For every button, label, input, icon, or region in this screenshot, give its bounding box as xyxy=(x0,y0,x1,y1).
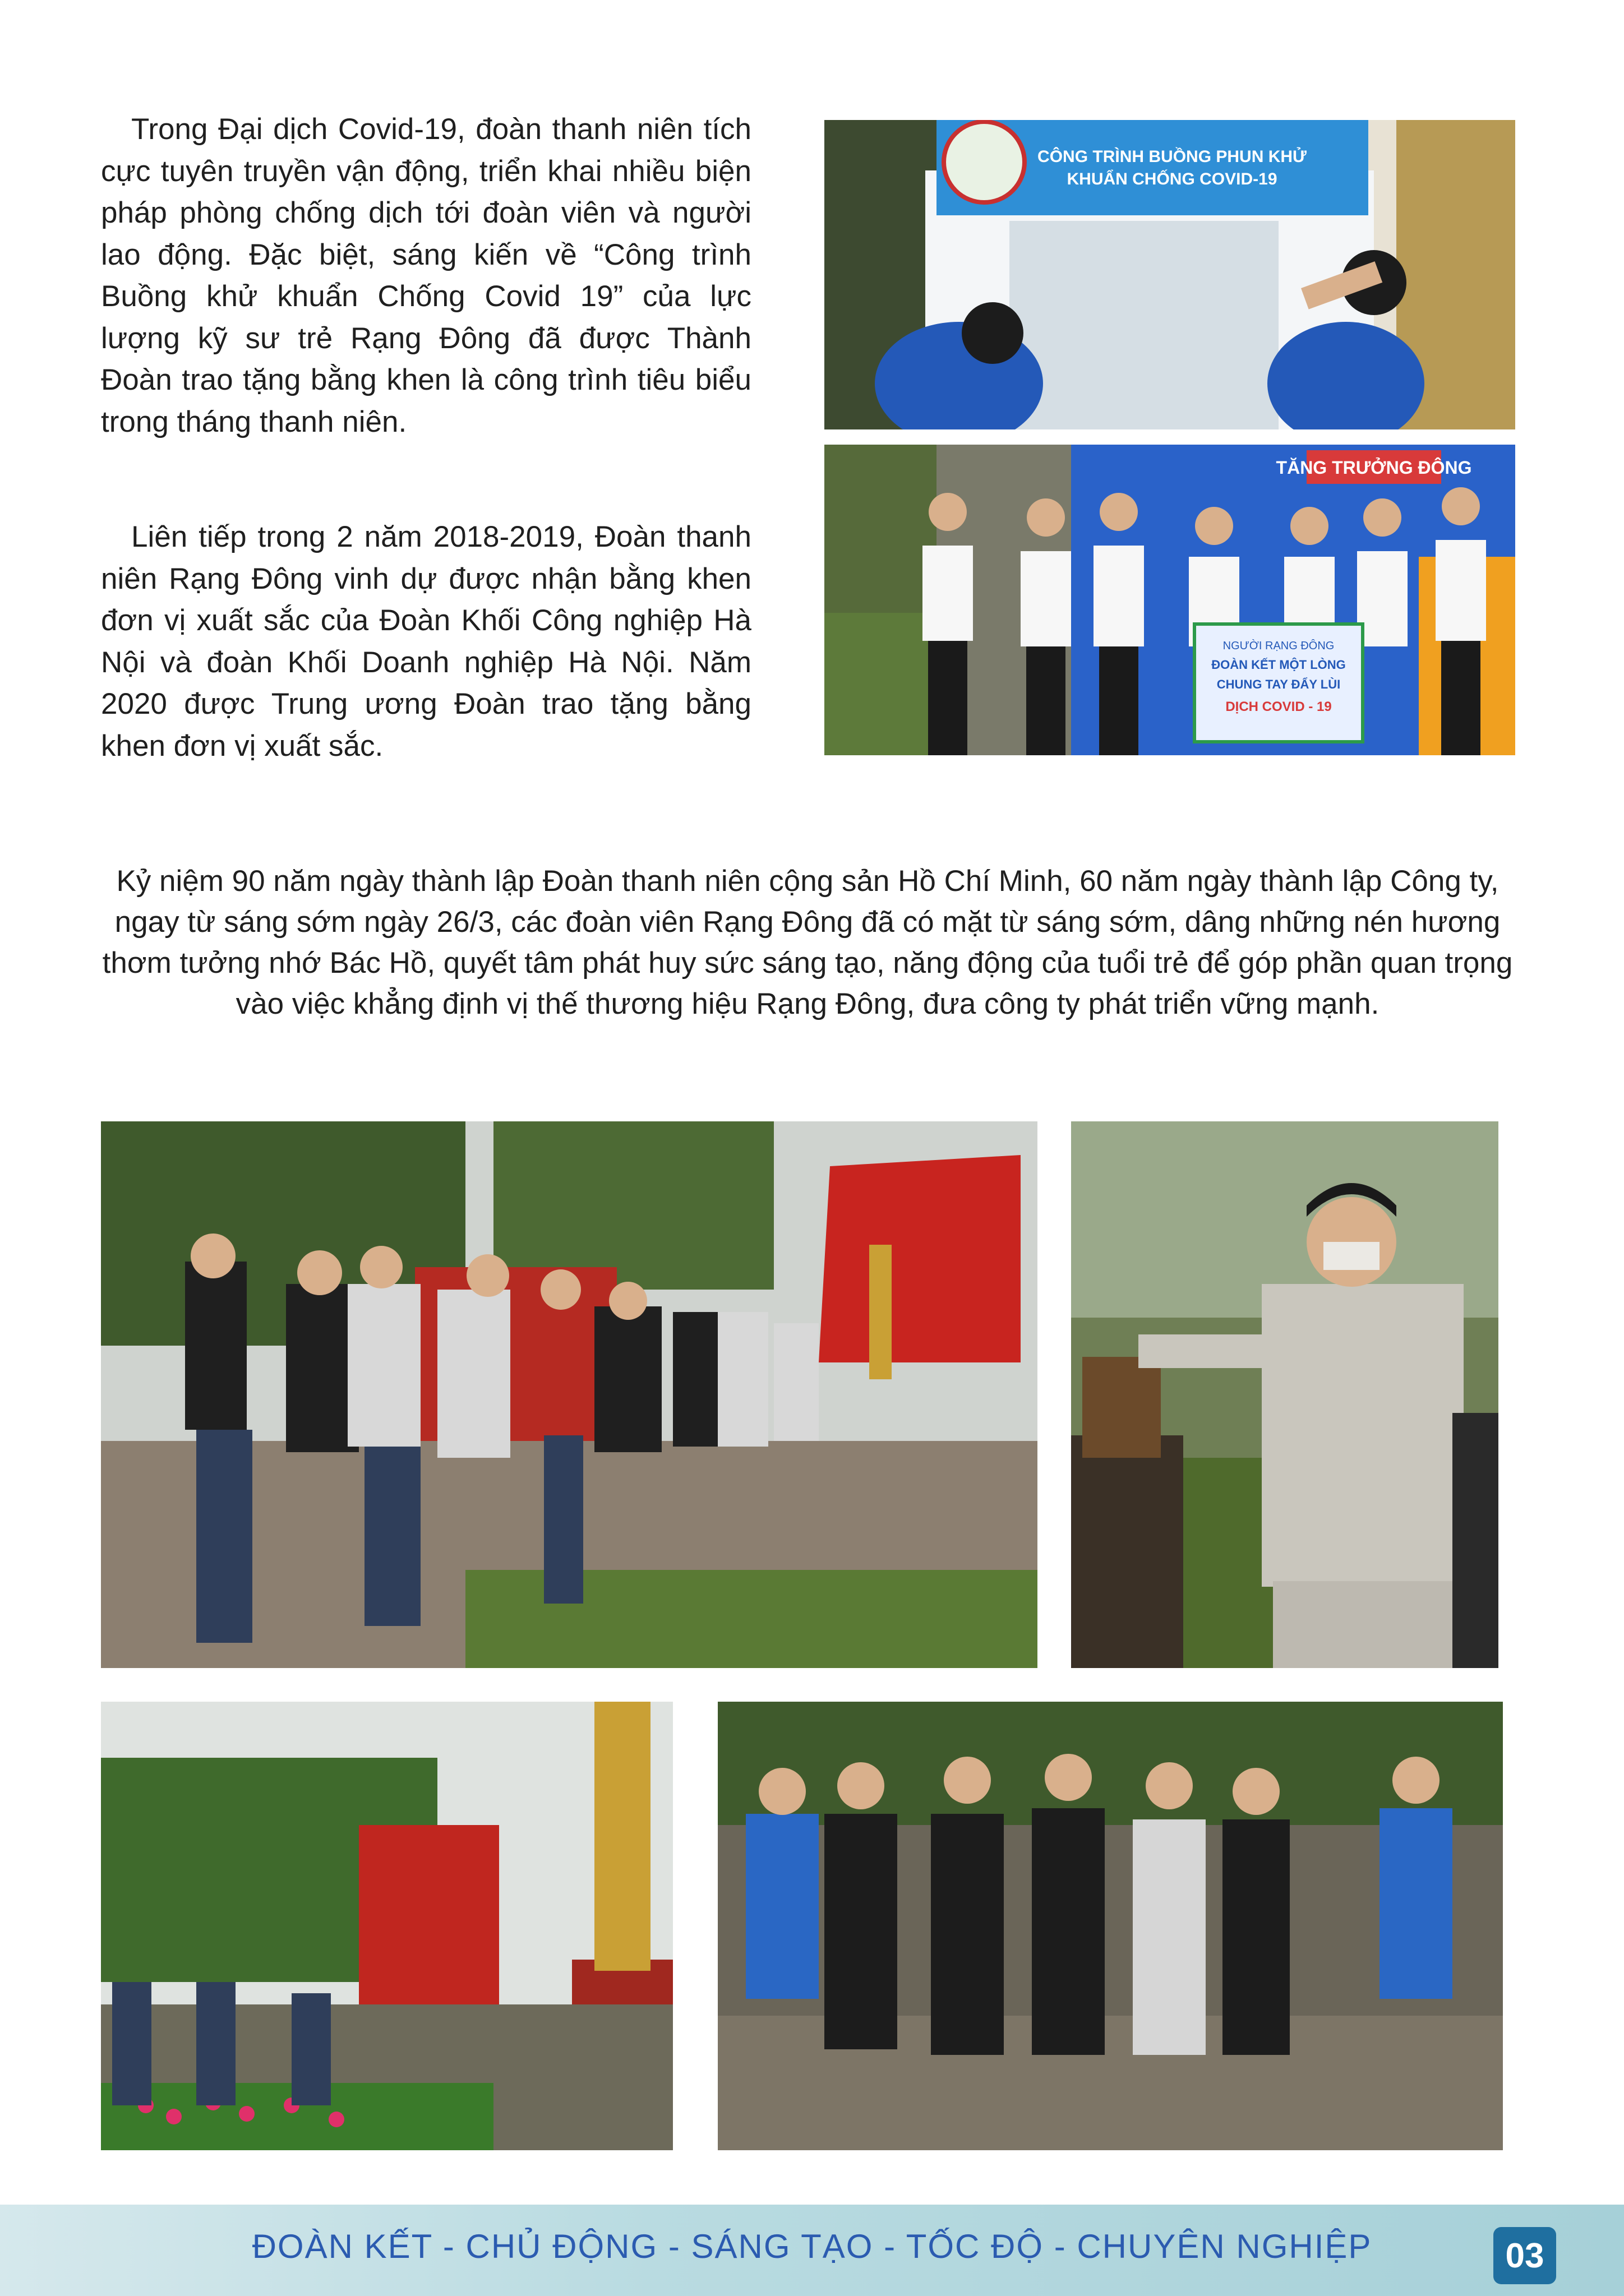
placard-line-4: DỊCH COVID - 19 xyxy=(1225,699,1332,714)
page-number-badge: 03 xyxy=(1493,2227,1556,2284)
footer-motto: ĐOÀN KẾT - CHỦ ĐỘNG - SÁNG TẠO - TỐC ĐỘ - CHUYÊN NGHIỆP xyxy=(252,2228,1372,2265)
banner-text: TĂNG TRƯỞNG ĐÔNG xyxy=(1276,458,1472,478)
photo-disinfection-booth xyxy=(824,120,1515,429)
photo-statue-flowers xyxy=(101,1702,673,2150)
placard-line-2: ĐOÀN KẾT MỘT LÒNG xyxy=(1211,658,1346,672)
placard-line-1: NGƯỜI RẠNG ĐÔNG xyxy=(1222,640,1335,652)
article-paragraph-1: Trong Đại dịch Covid-19, đoàn thanh niên tích cực tuyên truyền vận động, triển khai nhiều biện pháp phòng chống dịch tới đoàn viên và người lao động. Đặc biệt, sáng kiến về “Công trình Buồng khử khuẩn Chống Covid 19” của lực lượng kỹ sư trẻ Rạng Đông đã được Thành Đoàn trao tặng bằng khen là công trình tiêu biểu trong tháng thanh niên. xyxy=(101,113,751,438)
article-paragraph-2: Liên tiếp trong 2 năm 2018-2019, Đoàn thanh niên Rạng Đông vinh dự được nhận bằng khen đơn vị xuất sắc của Đoàn Khối Công nghiệp Hà Nội và đoàn Khối Doanh nghiệp Hà Nội. Năm 2020 được Trung ương Đoàn trao tặng bằng khen đơn vị xuất sắc. xyxy=(101,520,751,763)
photo-queue-memorial xyxy=(101,1121,1037,1668)
booth-sign-line-1: CÔNG TRÌNH BUỒNG PHUN KHỬ xyxy=(1037,147,1307,166)
photo-youth-placard xyxy=(824,445,1515,755)
placard-line-3: CHUNG TAY ĐẨY LÙI xyxy=(1216,677,1341,691)
photo-group-standing xyxy=(718,1702,1503,2150)
article-paragraph-3: Kỷ niệm 90 năm ngày thành lập Đoàn thanh niên cộng sản Hồ Chí Minh, 60 năm ngày thành lập Công ty, ngay từ sáng sớm ngày 26/3, các đoàn viên Rạng Đông đã có mặt từ sáng sớm, dâng những nén hương thơm tưởng nhớ Bác Hồ, quyết tâm phát huy sức sáng tạo, năng động của tuổi trẻ để góp phần quan trọng vào việc khẳng định vị thế thương hiệu Rạng Đông, đưa công ty phát triển vững mạnh. xyxy=(102,865,1513,1020)
photo-incense-offering xyxy=(1071,1121,1498,1668)
booth-sign-line-2: KHUẨN CHỐNG COVID-19 xyxy=(1067,170,1277,188)
